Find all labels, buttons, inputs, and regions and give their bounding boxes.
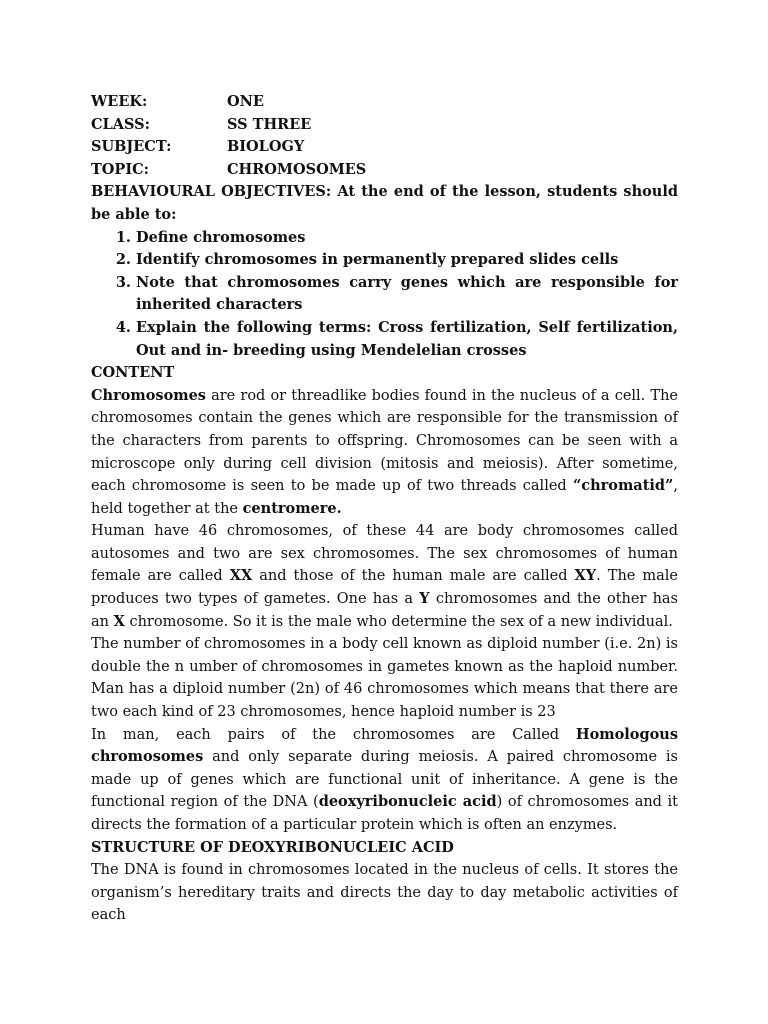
paragraph-diploid: The number of chromosomes in a body cell known as diploid number (i.e. 2n) is double the n umber of chromosomes in gametes known as the haploid number. Man has a diploid number (2n) of 46 chromosomes which means that there are two each kind of 23 chromosomes, hence haploid number is 23	[91, 636, 678, 721]
bold-term: X	[113, 612, 125, 630]
meta-topic	[91, 159, 678, 182]
paragraph-text: , held together at the	[91, 478, 678, 517]
objective-item: 2. Identify chromosomes in permanently prepared slides cells	[136, 249, 678, 272]
paragraph-text: and those of the human male are called	[252, 568, 575, 585]
paragraph-text: and only separate during meiosis. A paired chromosome is made up of genes which are functional unit of inheritance. A gene is the functional region of the DNA (	[91, 749, 678, 811]
paragraph-text: Human have 46 chromosomes, of these 44 are body chromosomes called autosomes and two are sex chromosomes. The sex chromosomes of human female are called	[91, 523, 678, 585]
objectives-heading: BEHAVIOURAL OBJECTIVES: At the end of the lesson, students should be able to:	[91, 183, 678, 223]
paragraph-homologous	[91, 724, 678, 837]
objectives-list	[91, 227, 678, 363]
paragraph-dna: The DNA is found in chromosomes located in the nucleus of cells. It stores the organism’s hereditary traits and directs the day to day metabolic activities of each	[91, 862, 678, 924]
dna-heading: STRUCTURE OF DEOXYRIBONUCLEIC ACID	[91, 838, 454, 856]
meta-key: WEEK:	[91, 93, 148, 110]
meta-value: ONE	[227, 93, 264, 110]
paragraph-text: . The male produces two types of gametes. One has a	[91, 568, 679, 608]
meta-value: SS THREE	[227, 115, 312, 133]
lesson-meta	[91, 91, 678, 181]
paragraph-text: chromosomes and the other has an	[91, 591, 678, 630]
meta-key: TOPIC:	[91, 160, 149, 178]
meta-subject	[91, 136, 678, 159]
bold-term: XX	[229, 567, 253, 585]
meta-key: CLASS:	[91, 115, 150, 133]
bold-term: XY	[574, 567, 597, 585]
objective-item: 3. Note that chromosomes carry genes which are responsible for inherited characters	[136, 272, 678, 317]
meta-value: BIOLOGY	[227, 138, 305, 156]
paragraph-text: In man, each pairs of the chromosomes are Called	[91, 726, 576, 743]
bold-term: centromere.	[242, 499, 342, 517]
paragraph-text: ) of chromosomes and it directs the formation of a particular protein which is often an enzymes.	[91, 794, 679, 833]
paragraph-text: are rod or threadlike bodies found in the nucleus of a cell. The chromosomes contain the genes which are responsible for the transmission of the characters from parents to offspring. Chromosomes can be seen with a microscope only during cell division (mitosis and meiosis). After sometime, each chromosome is seen to be made up of two threads called	[91, 387, 678, 495]
meta-class	[91, 114, 678, 137]
bold-term: “chromatid”	[572, 477, 674, 495]
paragraph-human-chromosomes	[91, 520, 678, 633]
paragraph-text: chromosome. So it is the male who determine the sex of a new individual.	[124, 613, 673, 630]
meta-value: CHROMOSOMES	[227, 160, 367, 178]
objective-item: 4. Explain the following terms: Cross fertilization, Self fertilization, Out and in- breeding using Mendelelian crosses	[136, 317, 678, 362]
meta-key: SUBJECT:	[91, 138, 172, 156]
bold-term: Chromosomes	[91, 386, 206, 404]
bold-term: deoxyribonucleic acid	[318, 793, 497, 811]
meta-week	[91, 91, 678, 114]
bold-term: Y	[419, 590, 430, 608]
bold-term: Homologous chromosomes	[91, 725, 678, 766]
paragraph-chromosomes	[91, 385, 678, 521]
objective-item: 1. Define chromosomes	[136, 227, 678, 250]
content-heading: CONTENT	[91, 364, 175, 382]
